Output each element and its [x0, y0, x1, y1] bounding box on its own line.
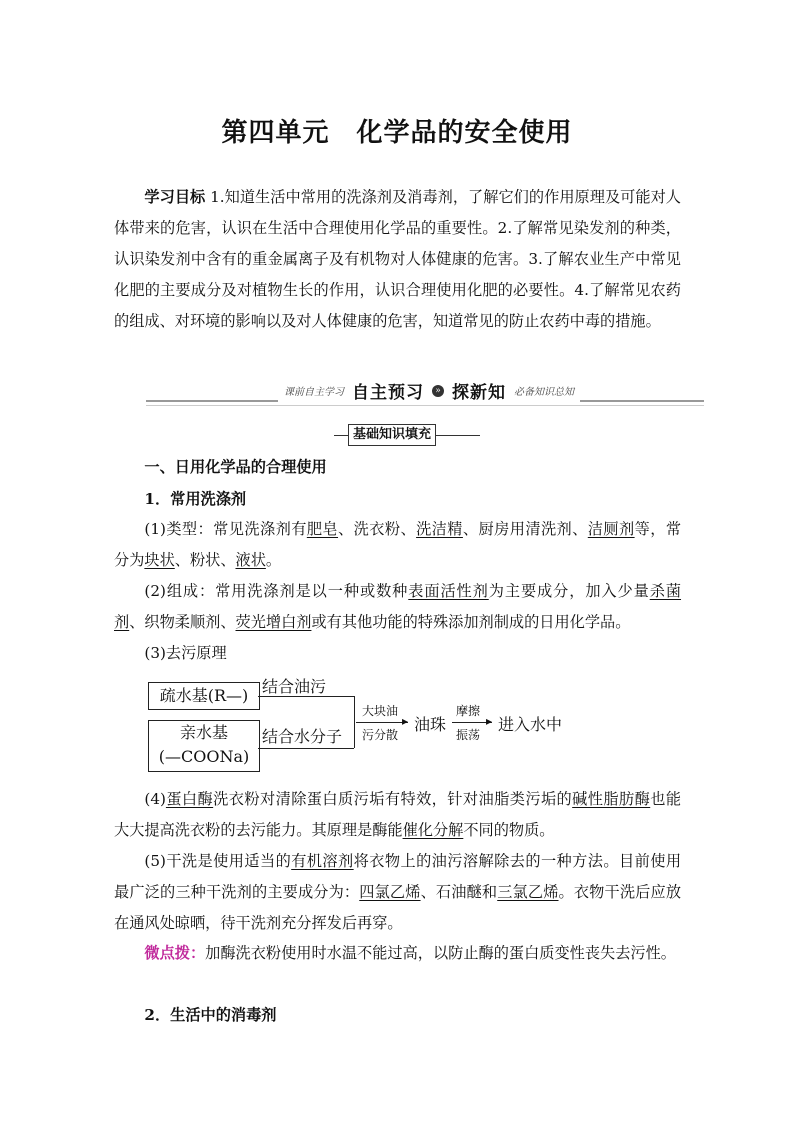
diagram-arrowhead-2: ▸ [486, 714, 493, 728]
subsection-heading-2: 2．生活中的消毒剂 [144, 1006, 277, 1024]
tip-text: 加酶洗衣粉使用时水温不能过高，以防止酶的蛋白质变性丧失去污性。 [205, 944, 676, 962]
text: 洗衣粉对清除蛋白质污垢有特效，针对油脂类污垢的 [213, 790, 573, 808]
text: (4) [144, 790, 166, 808]
basic-knowledge-heading [334, 424, 480, 446]
answer-blank: 催化分解 [402, 821, 464, 839]
answer-blank: 洁厕剂 [587, 520, 635, 538]
diagram-arrow1 [356, 722, 408, 723]
diagram-label-water: 结合水分子 [262, 727, 343, 746]
diagram-vline [354, 696, 355, 748]
diagram-into-water: 进入水中 [498, 715, 563, 734]
text: 将衣物上的油污溶解除去的一种方法。目前使用最广泛的三种干洗剂的主要成分为： [114, 852, 682, 901]
learning-goals [114, 182, 681, 337]
text: 不同的物质。 [463, 821, 555, 839]
text: 为主要成分，加入少量 [488, 582, 650, 600]
section-heading-1: 一、日用化学品的合理使用 [144, 458, 327, 476]
text: 等，常分为 [114, 520, 682, 569]
diagram-arrow2-bottom: 振荡 [456, 728, 481, 742]
heading-label: 基础知识填充 [348, 424, 436, 446]
text: 或有其他功能的特殊添加剂制成的日用化学品。 [311, 613, 631, 631]
tip-label: 微点拨： [144, 944, 206, 962]
answer-blank: 碱性脂肪酶 [572, 790, 651, 808]
banner-arrow-icon: » [432, 385, 444, 397]
text: (1)类型：常见洗涤剂有 [144, 520, 307, 538]
answer-blank: 三氯乙烯 [497, 883, 559, 901]
diagram-hydrophobic-box: 疏水基(R—) [148, 682, 260, 710]
paragraph-types [114, 514, 681, 576]
banner-right-text: 必备知识总知 [514, 387, 574, 398]
banner-content [278, 378, 580, 403]
subsection-heading-1: 1．常用洗涤剂 [144, 490, 247, 508]
text: 、织物柔顺剂、 [129, 613, 236, 631]
answer-blank: 荧光增白剂 [235, 613, 312, 631]
paragraph-principle: (3)去污原理 [144, 644, 227, 662]
diagram-hydrophilic-formula: (—COONa) [158, 747, 250, 766]
answer-blank: 表面活性剂 [408, 582, 489, 600]
banner-main-1: 自主预习 [352, 383, 424, 403]
answer-blank: 液状 [235, 551, 266, 569]
banner-left-text: 课前自主学习 [284, 387, 344, 398]
diagram-line [258, 696, 354, 697]
goals-text: 1.知道生活中常用的洗涤剂及消毒剂，了解它们的作用原理及可能对人体带来的危害，认识在生活中合理使用化学品的重要性。2.了解常见染发剂的种类，认识染发剂中含有的重金属离子及有机物对人体健康的危害。3.了解农业生产中常见化肥的主要成分及对植物生长的作用，认识合理使用化肥的必要性。4.了解常见农药的组成、对环境的影响以及对人体健康的危害，知道常见的防止农药中毒的措施。 [114, 188, 681, 330]
paragraph-enzyme [114, 784, 681, 846]
text: (5)干洗是使用适当的 [144, 852, 292, 870]
text: 、石油醚和 [420, 883, 498, 901]
answer-blank: 四氯乙烯 [359, 883, 421, 901]
page-title: 第四单元 化学品的安全使用 [221, 118, 573, 148]
answer-blank: 肥皂 [306, 520, 339, 538]
diagram-arrow1-bottom: 污分散 [362, 728, 399, 742]
answer-blank: 块状 [144, 551, 175, 569]
diagram-hydrophilic-name: 亲水基 [179, 723, 228, 742]
text: 、洗衣粉、 [338, 520, 417, 538]
diagram-hydrophilic-box [148, 720, 260, 772]
text: 。 [265, 551, 282, 569]
text: 、厨房用清洗剂、 [462, 520, 588, 538]
diagram-line [258, 748, 354, 749]
diagram-arrowhead-1: ▸ [402, 714, 409, 728]
paragraph-dry-clean [114, 846, 681, 939]
decontamination-diagram [146, 672, 576, 772]
paragraph-composition [114, 576, 681, 638]
text: 、粉状、 [174, 551, 236, 569]
diagram-arrow1-top: 大块油 [362, 704, 399, 718]
answer-blank: 有机溶剂 [291, 852, 354, 870]
banner-main-2: 探新知 [452, 383, 506, 403]
banner-rule-thin [146, 405, 704, 406]
tip-paragraph [114, 938, 681, 969]
diagram-oil-droplet: 油珠 [414, 715, 447, 734]
text: (2)组成：常用洗涤剂是以一种或数种 [144, 582, 409, 600]
answer-blank: 洗洁精 [416, 520, 463, 538]
text: 也能大大提高洗衣粉的去污能力。其原理是酶能 [114, 790, 682, 839]
diagram-label-oil: 结合油污 [262, 677, 327, 696]
answer-blank: 杀菌剂 [114, 582, 682, 631]
answer-blank: 蛋白酶 [165, 790, 214, 808]
goals-label: 学习目标 [144, 188, 206, 206]
section-banner [146, 378, 704, 408]
diagram-arrow2-top: 摩擦 [456, 704, 481, 718]
text: 。衣物干洗后应放在通风处晾晒，待干洗剂充分挥发后再穿。 [114, 883, 681, 932]
